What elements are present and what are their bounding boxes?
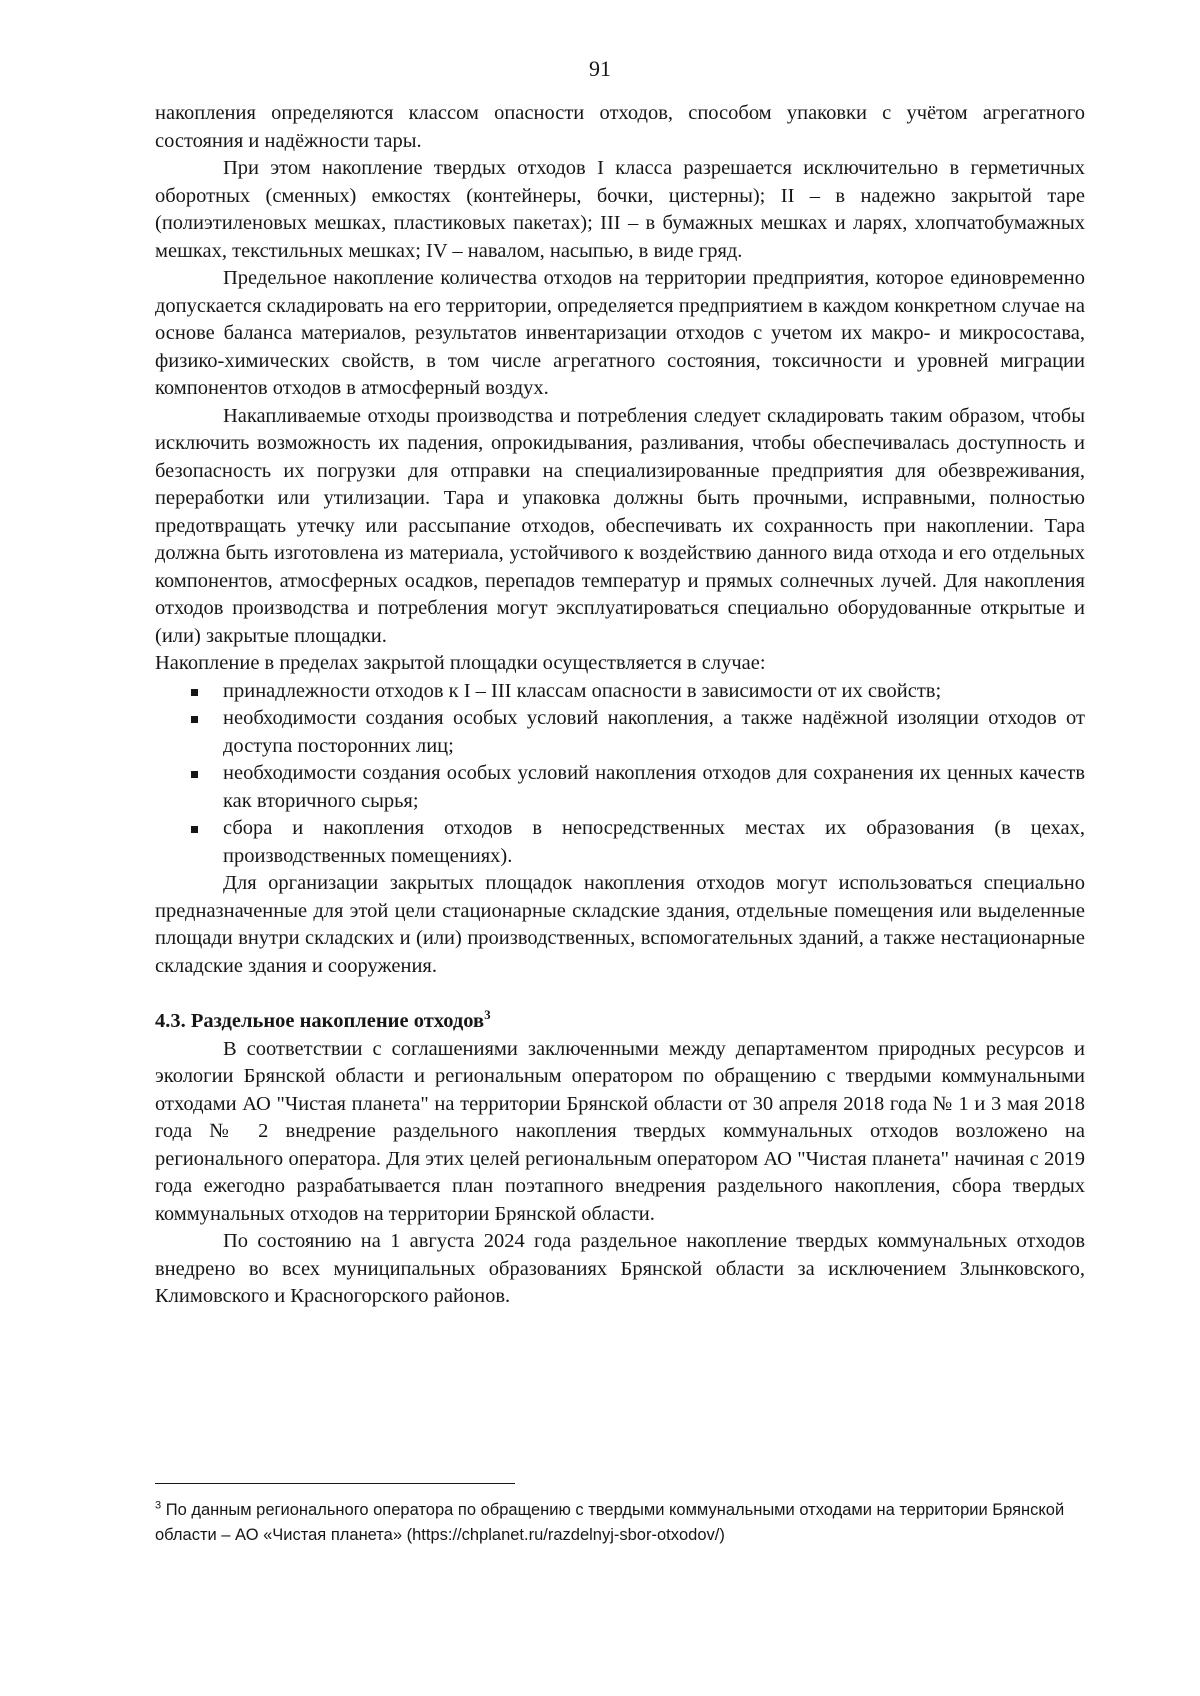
paragraph-agreements: В соответствии с соглашениями заключенными между департаментом природных ресурсов и экологии Брянской области и региональным оператором по обращению с твердыми коммунальными отходами АО "Чистая планета" на территории Брянской области от 30 апреля 2018 года № 1 и 3 мая 2018 года № 2 внедрение раздельного накопления твердых коммунальных отходов возложено на регионального оператора. Для этих целей региональным оператором АО "Чистая планета" начиная с 2019 года ежегодно разрабатывается план поэтапного внедрения раздельного накопления, сбора твердых коммунальных отходов на территории Брянской области. bbox=[155, 1037, 1085, 1225]
paragraph-continuation: накопления определяются классом опасности отходов, способом упаковки с учётом агрегатного состояния и надёжности тары. bbox=[155, 102, 1085, 152]
paragraph-status: По состоянию на 1 августа 2024 года раздельное накопление твердых коммунальных отходов внедрено во всех муниципальных образованиях Брянской области за исключением Злынковского, Климовского и Красногорского районов. bbox=[155, 1230, 1085, 1307]
list-item-text: необходимости создания особых условий накопления, а также надёжной изоляции отходов от доступа посторонних лиц; bbox=[223, 707, 1085, 757]
list-item bbox=[155, 760, 1085, 815]
list-item bbox=[155, 705, 1085, 760]
list-item bbox=[155, 815, 1085, 870]
section-heading bbox=[155, 1008, 1085, 1036]
paragraph-hazard-classes: При этом накопление твердых отходов I класса разрешается исключительно в герметичных оборотных (сменных) емкостях (контейнеры, бочки, цистерны); II – в надежно закрытой таре (полиэтиленовых мешках, пластиковых пакетах); III – в бумажных мешках и ларях, хлопчатобумажных мешках, текстильных мешках; IV – навалом, насыпью, в виде гряд. bbox=[155, 157, 1085, 262]
bullet-square-icon bbox=[191, 716, 198, 723]
footnote-reference: 3 bbox=[484, 1007, 491, 1023]
bullet-square-icon bbox=[191, 689, 198, 696]
paragraph-closed-site-buildings: Для организации закрытых площадок накопления отходов могут использоваться специально предназначенные для этой цели стационарные складские здания, отдельные помещения или выделенные площади внутри складских и (или) производственных, вспомогательных зданий, а также нестационарные складские здания и сооружения. bbox=[155, 872, 1085, 977]
footnote-text: По данным регионального оператора по обращению с твердыми коммунальными отходами на территории Брянской области – АО «Чистая планета» (https://chplanet.ru/razdelnyj-sbor-otxodov/) bbox=[155, 1501, 1065, 1544]
bullet-square-icon bbox=[191, 826, 198, 833]
section-heading-text: 4.3. Раздельное накопление отходов bbox=[155, 1010, 485, 1032]
list-item-text: необходимости создания особых условий накопления отходов для сохранения их ценных качеств как вторичного сырья; bbox=[223, 762, 1085, 812]
paragraph-storage-requirements: Накапливаемые отходы производства и потребления следует складировать таким образом, чтобы исключить возможность их падения, опрокидывания, разливания, чтобы обеспечивалась доступность и безопасность их погрузки для отправки на специализированные предприятия для обезвреживания, переработки или утилизации. Тара и упаковка должны быть прочными, исправными, полностью предотвращать утечку или рассыпание отходов, обеспечивать их сохранность при накоплении. Тара должна быть изготовлена из материала, устойчивого к воздействию данного вида отхода и его отдельных компонентов, атмосферных осадков, перепадов температур и прямых солнечных лучей. Для накопления отходов производства и потребления могут эксплуатироваться специально оборудованные открытые и (или) закрытые площадки. bbox=[155, 404, 1085, 647]
list-item bbox=[155, 678, 1085, 706]
footnote-separator bbox=[155, 1483, 515, 1484]
page-body bbox=[155, 100, 1085, 1311]
list-item-text: принадлежности отходов к I – III классам опасности в зависимости от их свойств; bbox=[223, 679, 942, 702]
footnote-marker: 3 bbox=[155, 1499, 162, 1512]
footnote bbox=[155, 1498, 1085, 1548]
paragraph-closed-site-intro: Накопление в пределах закрытой площадки осуществляется в случае: bbox=[155, 652, 766, 674]
closed-site-conditions-list bbox=[155, 678, 1085, 871]
page-number: 91 bbox=[589, 56, 611, 81]
bullet-square-icon bbox=[191, 771, 198, 778]
list-item-text: сбора и накопления отходов в непосредственных местах их образования (в цехах, производственных помещениях). bbox=[223, 817, 1085, 867]
paragraph-accumulation-limit: Предельное накопление количества отходов на территории предприятия, которое единовременно допускается складировать на его территории, определяется предприятием в каждом конкретном случае на основе баланса материалов, результатов инвентаризации отходов с учетом их макро- и микросостава, физико-химических свойств, в том числе агрегатного состояния, токсичности и уровней миграции компонентов отходов в атмосферный воздух. bbox=[155, 267, 1085, 399]
